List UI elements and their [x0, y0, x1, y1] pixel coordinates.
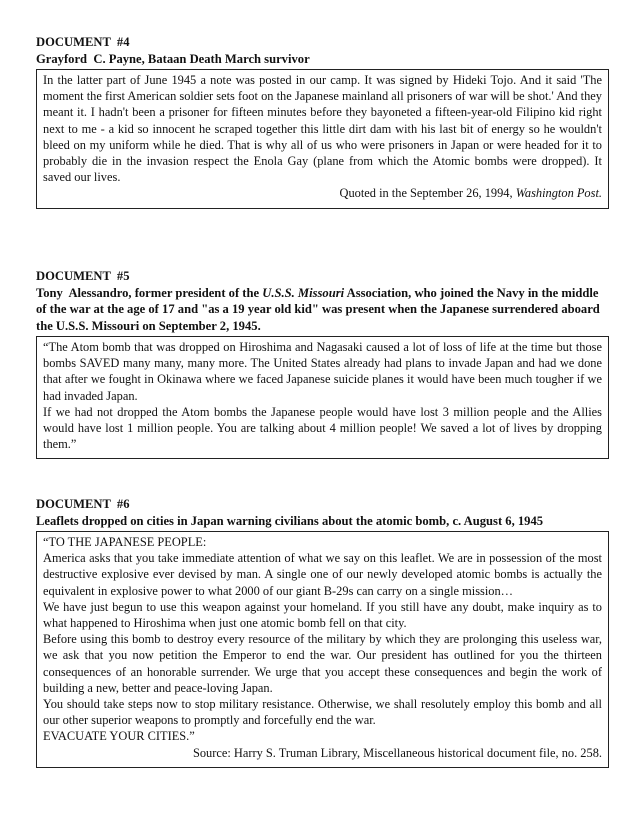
citation-source: Washington Post. [515, 186, 602, 201]
document-4-box [36, 69, 609, 209]
leaflet-paragraph-2: We have just begun to use this weapon against your homeland. If you still have any doubt, make inquiry as to what happened to Hiroshima when just one atomic bomb fell on that city. [43, 599, 602, 631]
document-4-heading [36, 34, 609, 67]
document-5-subtitle [36, 285, 609, 335]
subtitle-part-a: Tony Alessandro, former president of the [36, 285, 263, 300]
leaflet-paragraph-4: You should take steps now to stop military resistance. Otherwise, we shall resolutely employ this bomb and all our other superior weapons to promptly and forcefully end the war. [43, 697, 602, 728]
document-4-body: In the latter part of June 1945 a note was posted in our camp. It was signed by Hideki Tojo. And it said 'The moment the first American soldier sets foot on the Japanese mainland all prisoners of war will be shot.' And they meant it. I hadn't been a prisoner for fifteen minutes before they bayoneted a fifteen-year-old Filipino kid right next to me - a kid so innocent he scraped together this little dirt dam with his last bit of energy so he wouldn't bleed on my uniform while he died. That is why all of us who were prisoners in Japan or were headed for it to probably die in the invasion respect the Enola Gay (plane from which the Atomic bombs were dropped). It saved our lives. [43, 73, 602, 185]
document-4-citation [43, 185, 602, 201]
subtitle-ship-name: U.S.S. Missouri [262, 285, 345, 300]
citation-text: Quoted in the September 26, 1994, [339, 186, 516, 201]
document-4-subtitle: Grayford C. Payne, Bataan Death March survivor [36, 51, 310, 66]
document-6-source: Source: Harry S. Truman Library, Miscellaneous historical document file, no. 258. [192, 745, 602, 760]
leaflet-paragraph-3: Before using this bomb to destroy every resource of the military by which they are prolonging this useless war, we ask that you now petition the Emperor to end the war. Our president has outlined for you the thirteen consequences of an honorable surrender. We urge that you accept these consequences and begin the work of building a new, better and peace-loving Japan. [43, 632, 602, 695]
document-6-heading [36, 496, 609, 529]
leaflet-closing: EVACUATE YOUR CITIES.” [43, 729, 195, 744]
document-4 [36, 34, 609, 209]
document-4-label: DOCUMENT #4 [36, 35, 130, 49]
document-5-label: DOCUMENT #5 [36, 269, 130, 283]
document-5-heading [36, 268, 609, 334]
document-5-box [36, 336, 609, 459]
subtitle-part-b: Association, who joined the Navy in the middle of the war at the age of 17 and "as a 19 year old kid" was present when the Japanese surrendered aboard the U.S.S. Missouri on September 2, 1945. [36, 285, 603, 333]
document-6-subtitle: Leaflets dropped on cities in Japan warning civilians about the atomic bomb, c. August 6, 1945 [36, 513, 544, 528]
document-5-paragraph-1: “The Atom bomb that was dropped on Hiroshima and Nagasaki caused a lot of loss of life at the time but those bombs SAVED many many, many more. The United States already had plans to invade Japan and had we done that after we fought in Okinawa where we faced Japanese suicide planes it would have been much tougher if we had invaded Japan. [43, 340, 602, 403]
leaflet-paragraph-1: America asks that you take immediate attention of what we say on this leaflet. We are in possession of the most destructive explosive ever devised by man. A single one of our newly developed atomic bombs is actually the equivalent in explosive power to what 2000 of our giant B-29s can carry on a single mission… [43, 551, 602, 598]
document-5-paragraph-2: If we had not dropped the Atom bombs the Japanese people would have lost 3 million people and the Allies would have lost 1 million people. You are talking about 4 million people! We saved a lot of lives by dropping them.” [43, 404, 602, 452]
document-6-box [36, 531, 609, 768]
document-5 [36, 268, 609, 459]
document-6-label: DOCUMENT #6 [36, 497, 130, 511]
leaflet-salutation: “TO THE JAPANESE PEOPLE: [43, 535, 207, 549]
document-6 [36, 496, 609, 768]
